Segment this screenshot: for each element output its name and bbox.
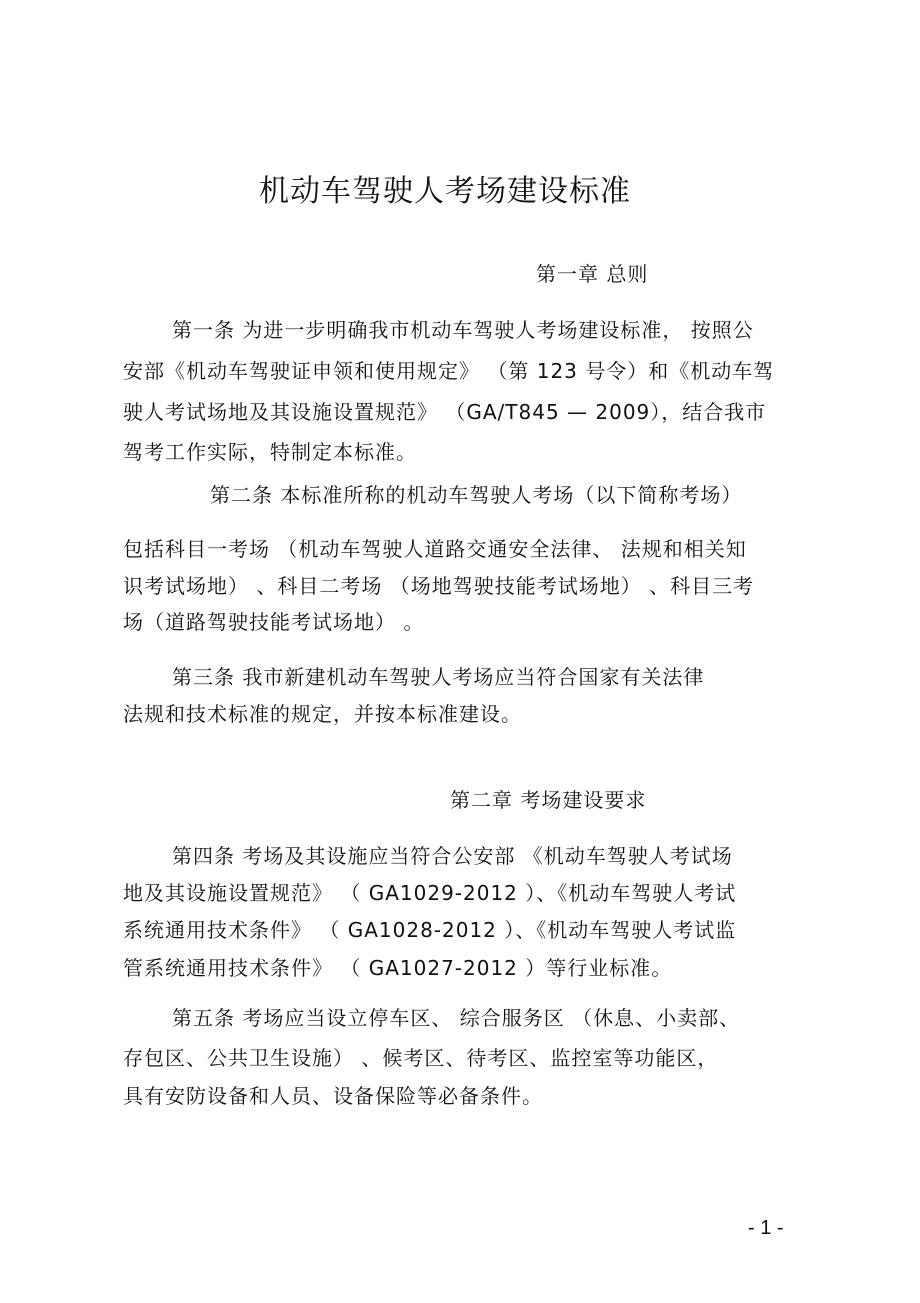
chapter-2-heading: 第二章 考场建设要求 xyxy=(450,788,647,812)
article-3-line: 第三条 我市新建机动车驾驶人考场应当符合国家有关法律 xyxy=(172,665,705,689)
article-4-line: 系统通用技术条件》 （ GA1028-2012 ）、《机动车驾驶人考试监 xyxy=(123,918,737,942)
article-1-line: 驶人考试场地及其设施设置规范》 （GA/T845 — 2009），结合我市 xyxy=(123,400,767,424)
article-4-line: 地及其设施设置规范》 （ GA1029-2012 ）、《机动车驾驶人考试 xyxy=(123,881,737,905)
article-2-line: 包括科目一考场 （机动车驾驶人道路交通安全法律、 法规和相关知 xyxy=(123,537,747,561)
chapter-1-heading: 第一章 总则 xyxy=(536,262,649,286)
article-3-line: 法规和技术标准的规定，并按本标准建设。 xyxy=(123,702,522,726)
article-1-line: 安部《机动车驾驶证申领和使用规定》 （第 123 号令）和《机动车驾 xyxy=(123,359,775,383)
article-2-line: 第二条 本标准所称的机动车驾驶人考场（以下简称考场） xyxy=(210,483,743,507)
article-2-line: 识考试场地） 、科目二考场 （场地驾驶技能考试场地） 、科目三考 xyxy=(123,574,755,598)
page-number: - 1 - xyxy=(748,1217,784,1239)
article-5-line: 存包区、公共卫生设施） 、候考区、待考区、监控室等功能区， xyxy=(123,1046,719,1070)
article-4-line: 第四条 考场及其设施应当符合公安部 《机动车驾驶人考试场 xyxy=(172,844,733,868)
article-5-line: 具有安防设备和人员、设备保险等必备条件。 xyxy=(123,1084,543,1108)
article-1-line: 第一条 为进一步明确我市机动车驾驶人考场建设标准， 按照公 xyxy=(172,318,754,342)
document-title: 机动车驾驶人考场建设标准 xyxy=(259,174,631,209)
article-2-line: 场（道路驾驶技能考试场地） 。 xyxy=(123,610,425,634)
article-4-line: 管系统通用技术条件》 （ GA1027-2012 ）等行业标准。 xyxy=(123,956,673,980)
article-1-line: 驾考工作实际，特制定本标准。 xyxy=(123,440,417,464)
article-5-line: 第五条 考场应当设立停车区、 综合服务区 （休息、小卖部、 xyxy=(172,1006,741,1030)
